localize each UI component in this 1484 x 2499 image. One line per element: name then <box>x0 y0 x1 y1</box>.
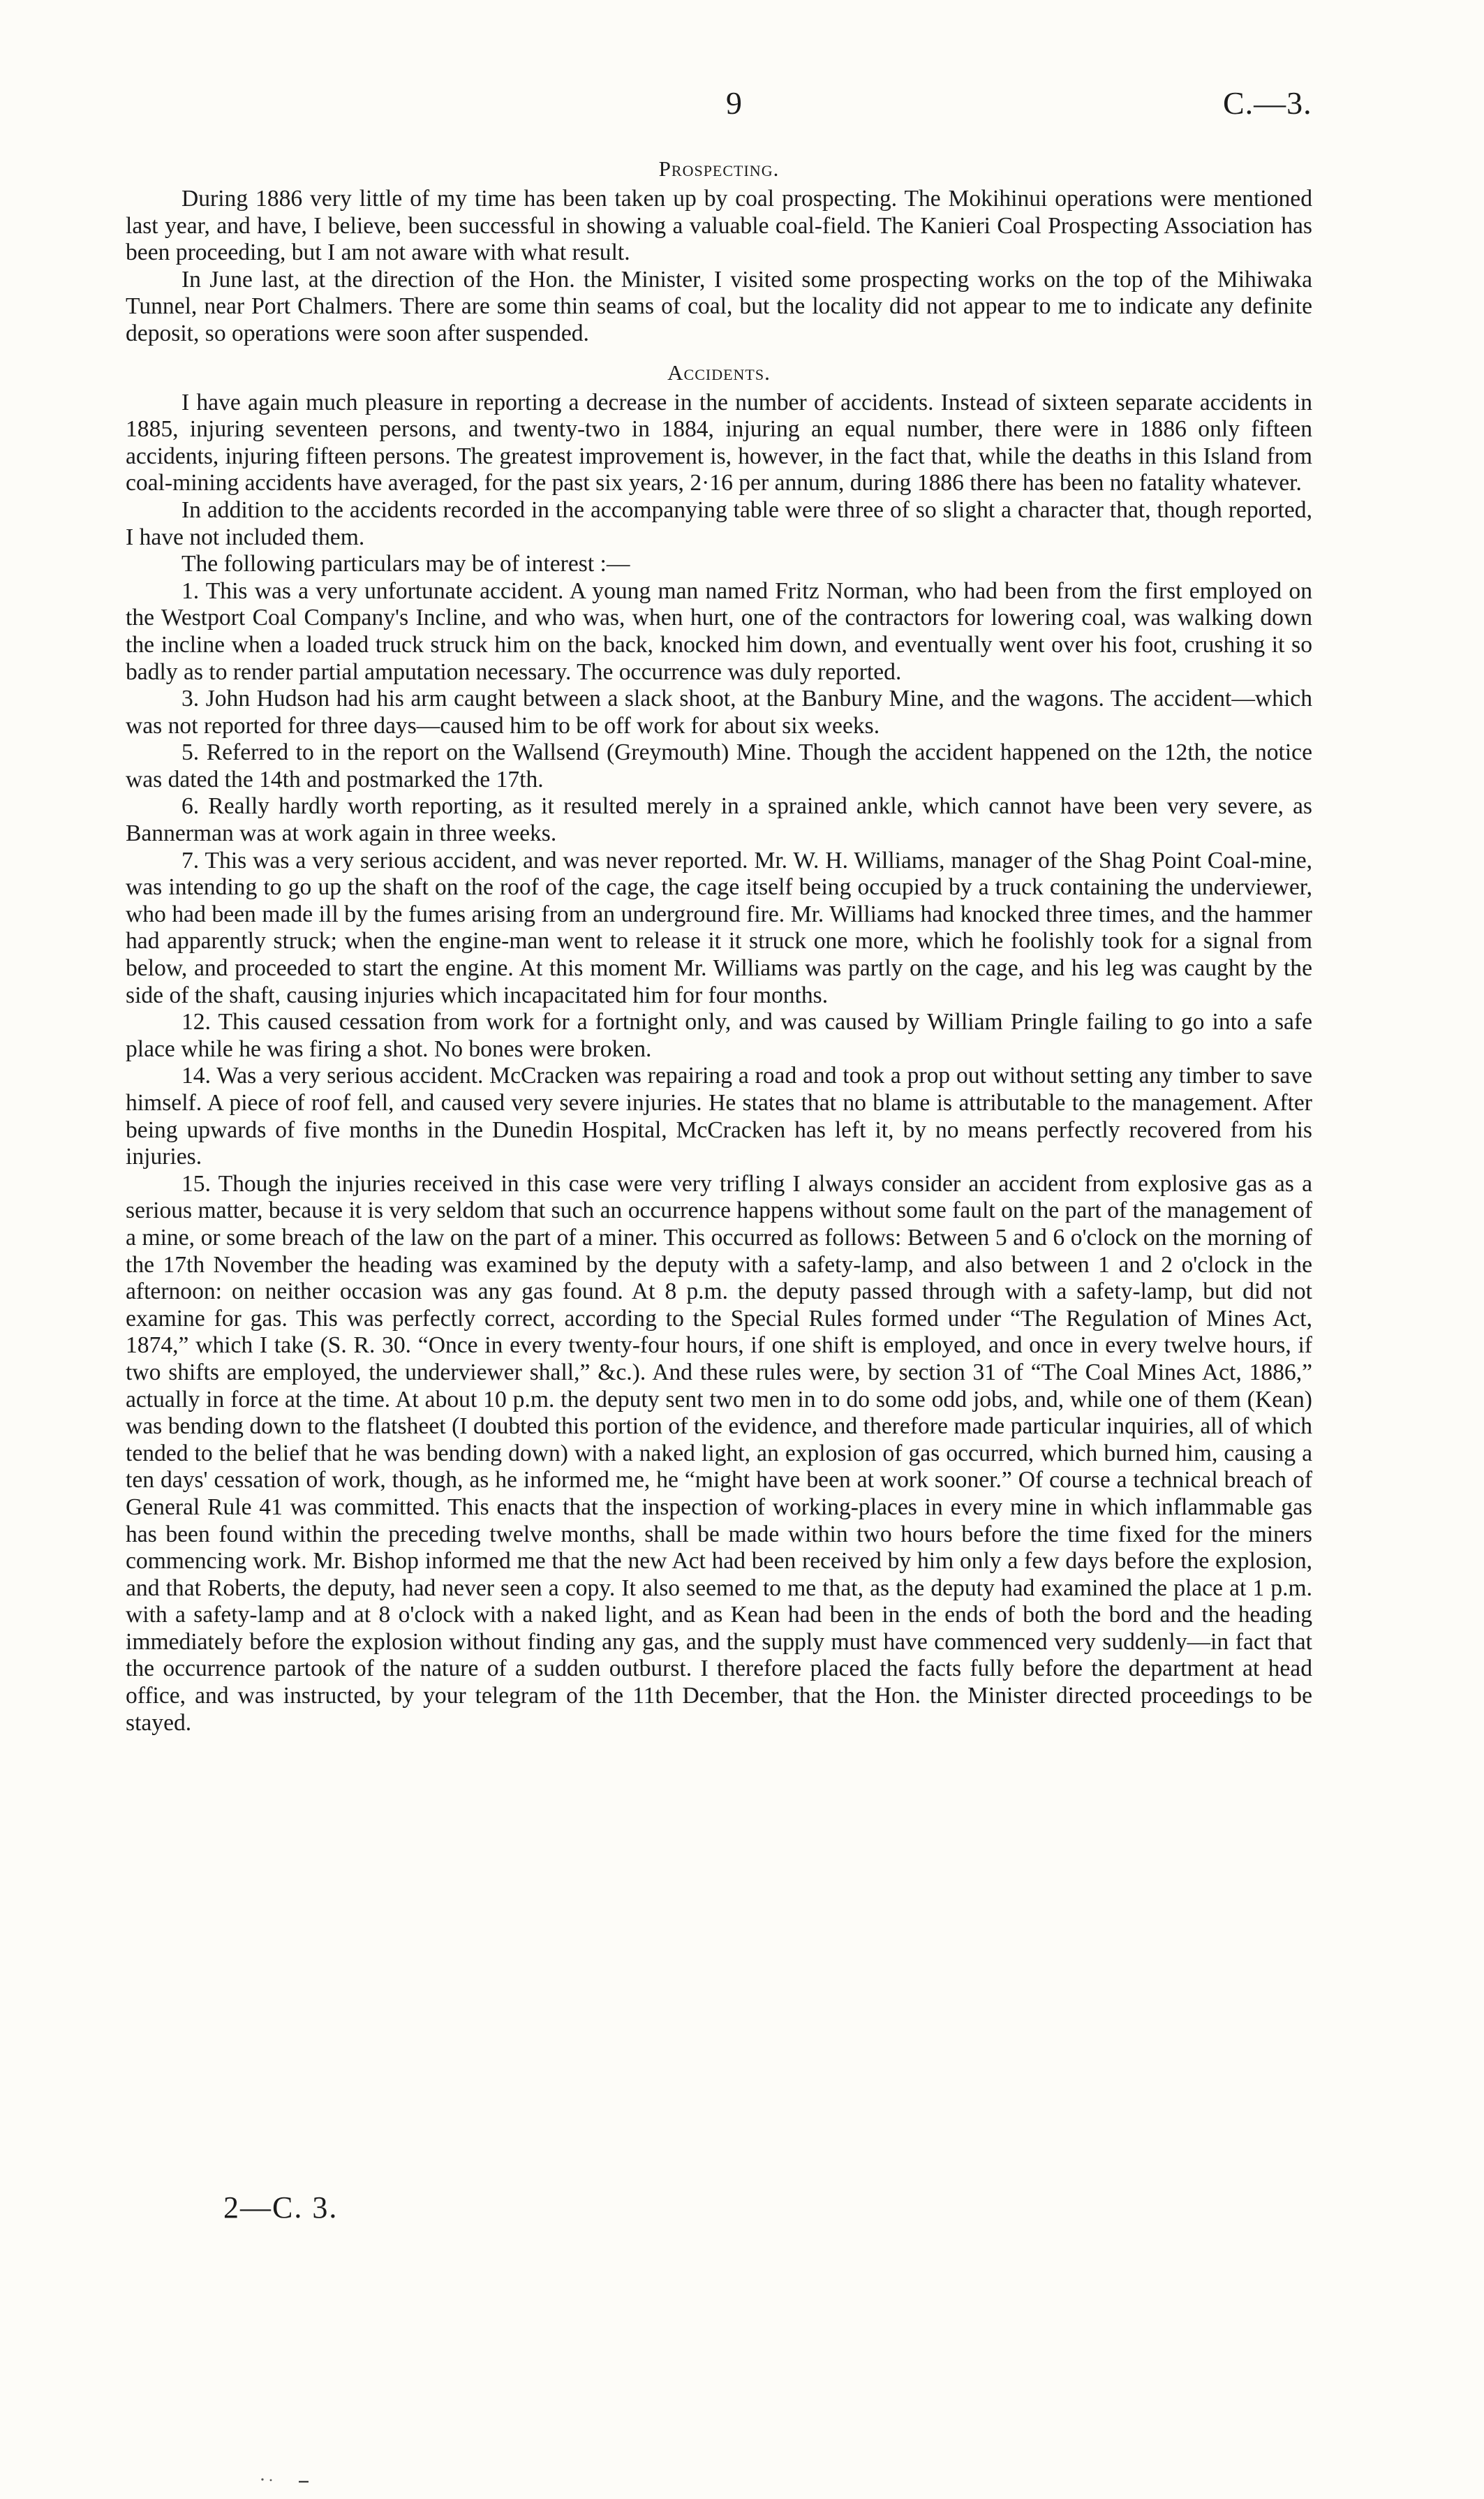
accident-note-1: 1. This was a very unfortunate accident. A young man named Fritz Norman, who had been from the first employed on the Westport Coal Company's Incline, and who was, when hurt, one of the contractors for lowering coal, was walking down the incline when a loaded truck struck him on the back, knocked him down, and eventually went over his foot, crushing it so badly as to render partial amputation necessary. The occurrence was duly reported. <box>126 577 1312 685</box>
accident-note-14: 14. Was a very serious accident. McCracken was repairing a road and took a prop out without setting any timber to save himself. A piece of roof fell, and caused very severe injuries. He states that no blame is attributable to the management. After being upwards of five months in the Dunedin Hospital, McCracken has left it, by no means perfectly recovered from his injuries. <box>126 1063 1312 1170</box>
accident-note-15: 15. Though the injuries received in this case were very trifling I always consider an accident from explosive gas as a serious matter, because it is very seldom that such an occurrence happens without some fault on the part of the management of a mine, or some breach of the law on the part of a miner. This occurred as follows: Between 5 and 6 o'clock on the morning of the 17th November the heading was examined by the deputy with a safety-lamp, and also between 1 and 2 o'clock in the afternoon: on neither occasion was any gas found. At 8 p.m. the deputy passed through with a safety-lamp, but did not examine for gas. This was perfectly correct, according to the Special Rules formed under “The Regulation of Mines Act, 1874,” which I take (S. R. 30. “Once in every twenty-four hours, if one shift is employed, and once in every twelve hours, if two shifts are employed, the underviewer shall,” &c.). And these rules were, by section 31 of “The Coal Mines Act, 1886,” actually in force at the time. At about 10 p.m. the deputy sent two men in to do some odd jobs, and, while one of them (Kean) was bending down to the flatsheet (I doubted this portion of the evidence, and therefore made particular inquiries, all of which tended to the belief that he was bending down) with a naked light, an explosion of gas occurred, which burned him, causing a ten days' cessation of work, though, as he informed me, he “might have been at work sooner.” Of course a technical breach of General Rule 41 was committed. This enacts that the inspection of working-places in every mine in which inflammable gas has been found within the preceding twelve months, shall be made within two hours before the time fixed for the miners commencing work. Mr. Bishop informed me that the new Act had been received by him only a few days before the explosion, and that Roberts, the deputy, had never seen a copy. It also seemed to me that, as the deputy had examined the place at 1 p.m. with a safety-lamp and at 8 o'clock with a naked light, and as Kean had been in the ends of both the bord and the heading immediately before the explosion without finding any gas, and the supply must have commenced very suddenly—in fact that the occurrence partook of the nature of a sudden outburst. I therefore placed the facts fully before the department at head office, and was instructed, by your telegram of the 11th December, that the Hon. the Minister directed proceedings to be stayed. <box>126 1170 1312 1736</box>
document-body <box>126 155 1312 1737</box>
printer-signature-mark: 2—C. 3. <box>223 2190 339 2225</box>
paragraph: During 1886 very little of my time has been taken up by coal prospecting. The Mokihinui operations were mentioned last year, and have, I believe, been successful in showing a valuable coal-field. The Kanieri Coal Prospecting Association has been proceeding, but I am not aware with what result. <box>126 186 1312 266</box>
accident-note-12: 12. This caused cessation from work for a fortnight only, and was caused by William Pringle failing to go into a safe place while he was firing a shot. No bones were broken. <box>126 1009 1312 1062</box>
paragraph: In addition to the accidents recorded in the accompanying table were three of so slight a character that, though reported, I have not included them. <box>126 496 1312 550</box>
paragraph: The following particulars may be of interest :— <box>181 551 630 577</box>
page-number: 9 <box>726 85 742 121</box>
document-reference: C.—3. <box>1223 85 1312 121</box>
paragraph: In June last, at the direction of the Hon. the Minister, I visited some prospecting works on the top of the Mihiwaka Tunnel, near Port Chalmers. There are some thin seams of coal, but the locality did not appear to me to indicate any definite deposit, so operations were soon after suspended. <box>126 266 1312 346</box>
section-heading-accidents: Accidents. <box>667 360 771 385</box>
accident-note-6: 6. Really hardly worth reporting, as it resulted merely in a sprained ankle, which cannot have been very severe, as Bannerman was at work again in three weeks. <box>126 793 1312 847</box>
paragraph: I have again much pleasure in reporting a decrease in the number of accidents. Instead of sixteen separate accidents in 1885, injuring seventeen persons, and twenty-two in 1884, injuring an equal number, there were in 1886 only fifteen accidents, injuring fifteen persons. The greatest improvement is, however, in the fact that, while the deaths in this Island from coal-mining accidents have averaged, for the past six years, 2·16 per annum, during 1886 there has been no fatality whatever. <box>126 389 1312 496</box>
accident-note-3: 3. John Hudson had his arm caught between a slack shoot, at the Banbury Mine, and the wagons. The accident—which was not reported for three days—caused him to be off work for about six weeks. <box>126 686 1312 739</box>
accident-note-7: 7. This was a very serious accident, and was never reported. Mr. W. H. Williams, manager of the Shag Point Coal-mine, was intending to go up the shaft on the roof of the cage, the cage itself being occupied by a truck containing the underviewer, who had been made ill by the fumes arising from an underground fire. Mr. Williams had knocked three times, and the hammer had apparently struck; when the engine-man went to release it it struck one more, which he foolishly took for a signal from below, and proceeded to start the engine. At this moment Mr. Williams was partly on the cage, and his leg was caught by the side of the shaft, causing injuries which incapacitated him for four months. <box>126 847 1312 1008</box>
section-heading-prospecting: Prospecting. <box>658 156 780 181</box>
stray-ink-marks <box>258 2475 314 2484</box>
accident-note-5: 5. Referred to in the report on the Wallsend (Greymouth) Mine. Though the accident happened on the 12th, the notice was dated the 14th and postmarked the 17th. <box>126 739 1312 793</box>
